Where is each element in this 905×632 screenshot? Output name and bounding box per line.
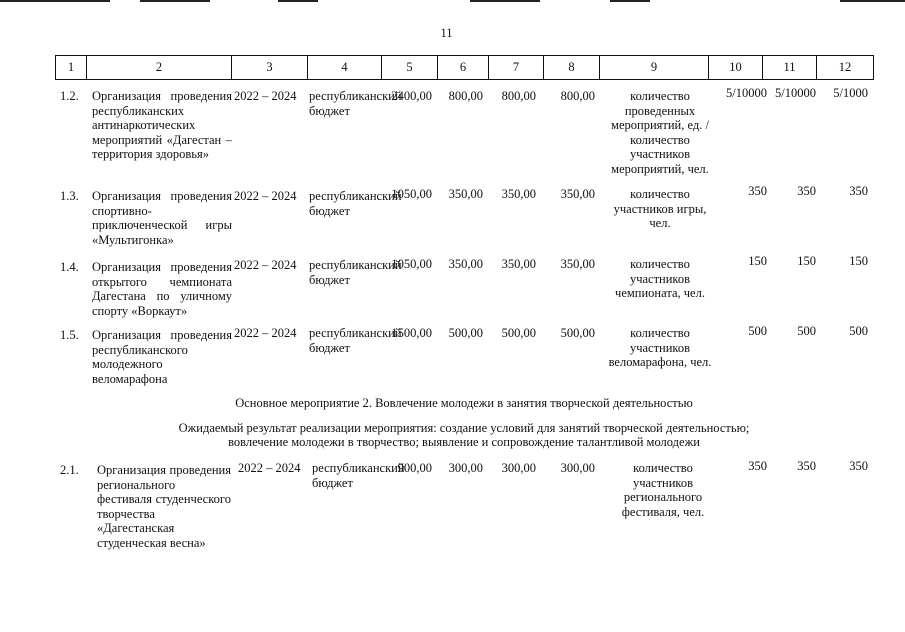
indicator-2022: 350 xyxy=(748,184,767,198)
period: 2022 – 2024 xyxy=(234,326,297,340)
row-number: 2.1. xyxy=(60,463,79,477)
indicator-2023: 150 xyxy=(797,254,816,268)
period: 2022 – 2024 xyxy=(234,189,297,203)
header-col-10: 10 xyxy=(709,56,763,80)
amount-2023: 350,00 xyxy=(501,257,536,271)
amount-2024: 350,00 xyxy=(560,257,595,271)
total-amount: 1050,00 xyxy=(391,257,432,271)
indicator-2023: 5/10000 xyxy=(775,86,816,100)
indicator-2024: 500 xyxy=(849,324,868,338)
amount-2022: 350,00 xyxy=(448,187,483,201)
section-title: Основное мероприятие 2. Вовлечение молодежи в занятия творческой деятельностью xyxy=(235,396,693,410)
amount-2023: 500,00 xyxy=(501,326,536,340)
top-edge-line xyxy=(140,0,210,2)
indicator-2023: 350 xyxy=(797,459,816,473)
indicator-2022: 350 xyxy=(748,459,767,473)
funding-source: республиканский бюджет xyxy=(309,189,402,218)
indicator: количество участников веломарафона, чел. xyxy=(608,326,712,369)
indicator-2022: 500 xyxy=(748,324,767,338)
indicator-2022: 5/10000 xyxy=(726,86,767,100)
top-edge-line xyxy=(278,0,318,2)
header-col-5: 5 xyxy=(382,56,438,80)
activity-name: Организация проведения спортивно-приключенческой игры «Мультигонка» xyxy=(92,189,232,247)
total-amount: 1500,00 xyxy=(391,326,432,340)
top-edge-line xyxy=(470,0,540,2)
indicator-2024: 350 xyxy=(849,459,868,473)
indicator: количество участников игры, чел. xyxy=(613,187,707,230)
amount-2023: 350,00 xyxy=(501,187,536,201)
top-edge-line xyxy=(840,0,905,2)
activity-name: Организация проведения регионального фестиваля студенческого творчества «Дагестанская студенческая весна» xyxy=(97,463,231,550)
top-edge-line xyxy=(0,0,110,2)
top-edge-line xyxy=(610,0,650,2)
total-amount: 1050,00 xyxy=(391,187,432,201)
activity-name: Организация проведения республиканского молодежного веломарафона xyxy=(92,328,232,386)
indicator-2023: 350 xyxy=(797,184,816,198)
activity-name: Организация проведения открытого чемпионата Дагестана по уличному спорту «Воркаут» xyxy=(92,260,232,318)
amount-2024: 500,00 xyxy=(560,326,595,340)
amount-2022: 500,00 xyxy=(448,326,483,340)
funding-source: республиканский бюджет xyxy=(309,258,402,287)
indicator-2024: 5/1000 xyxy=(833,86,868,100)
amount-2022: 300,00 xyxy=(448,461,483,475)
column-number-header xyxy=(55,55,874,80)
header-col-4: 4 xyxy=(308,56,382,80)
period: 2022 – 2024 xyxy=(234,258,297,272)
indicator: количество проведенных мероприятий, ед. / количество участников мероприятий, чел. xyxy=(611,89,709,176)
row-number: 1.4. xyxy=(60,260,79,274)
funding-source: республиканский бюджет xyxy=(309,89,402,118)
indicator: количество участников чемпионата, чел. xyxy=(615,257,705,300)
funding-source: республиканский бюджет xyxy=(312,461,405,490)
header-col-12: 12 xyxy=(817,56,874,80)
funding-source: республиканский бюджет xyxy=(309,326,402,355)
header-col-7: 7 xyxy=(489,56,544,80)
indicator-2024: 350 xyxy=(849,184,868,198)
amount-2022: 350,00 xyxy=(448,257,483,271)
header-col-1: 1 xyxy=(56,56,87,80)
row-number: 1.5. xyxy=(60,328,79,342)
amount-2022: 800,00 xyxy=(448,89,483,103)
indicator-2023: 500 xyxy=(797,324,816,338)
row-number: 1.3. xyxy=(60,189,79,203)
header-col-8: 8 xyxy=(544,56,600,80)
amount-2024: 800,00 xyxy=(560,89,595,103)
amount-2024: 300,00 xyxy=(560,461,595,475)
header-col-2: 2 xyxy=(87,56,232,80)
indicator-2024: 150 xyxy=(849,254,868,268)
total-amount: 900,00 xyxy=(397,461,432,475)
indicator: количество участников регионального фестиваля, чел. xyxy=(621,461,705,519)
amount-2023: 300,00 xyxy=(501,461,536,475)
indicator-2022: 150 xyxy=(748,254,767,268)
header-col-11: 11 xyxy=(763,56,817,80)
expected-result-line-2: вовлечение молодежи в творчество; выявление и сопровождение талантливой молодежи xyxy=(228,435,700,449)
header-col-3: 3 xyxy=(232,56,308,80)
total-amount: 2400,00 xyxy=(391,89,432,103)
period: 2022 – 2024 xyxy=(234,89,297,103)
amount-2023: 800,00 xyxy=(501,89,536,103)
header-col-6: 6 xyxy=(438,56,489,80)
header-col-9: 9 xyxy=(600,56,709,80)
amount-2024: 350,00 xyxy=(560,187,595,201)
activity-name: Организация проведения республиканских антинаркотических мероприятий «Дагестан – территория здоровья» xyxy=(92,89,232,161)
period: 2022 – 2024 xyxy=(238,461,301,475)
page-number: 11 xyxy=(440,26,453,40)
expected-result-line-1: Ожидаемый результат реализации мероприятия: создание условий для занятий творческой деятельностью; xyxy=(178,421,750,435)
row-number: 1.2. xyxy=(60,89,79,103)
